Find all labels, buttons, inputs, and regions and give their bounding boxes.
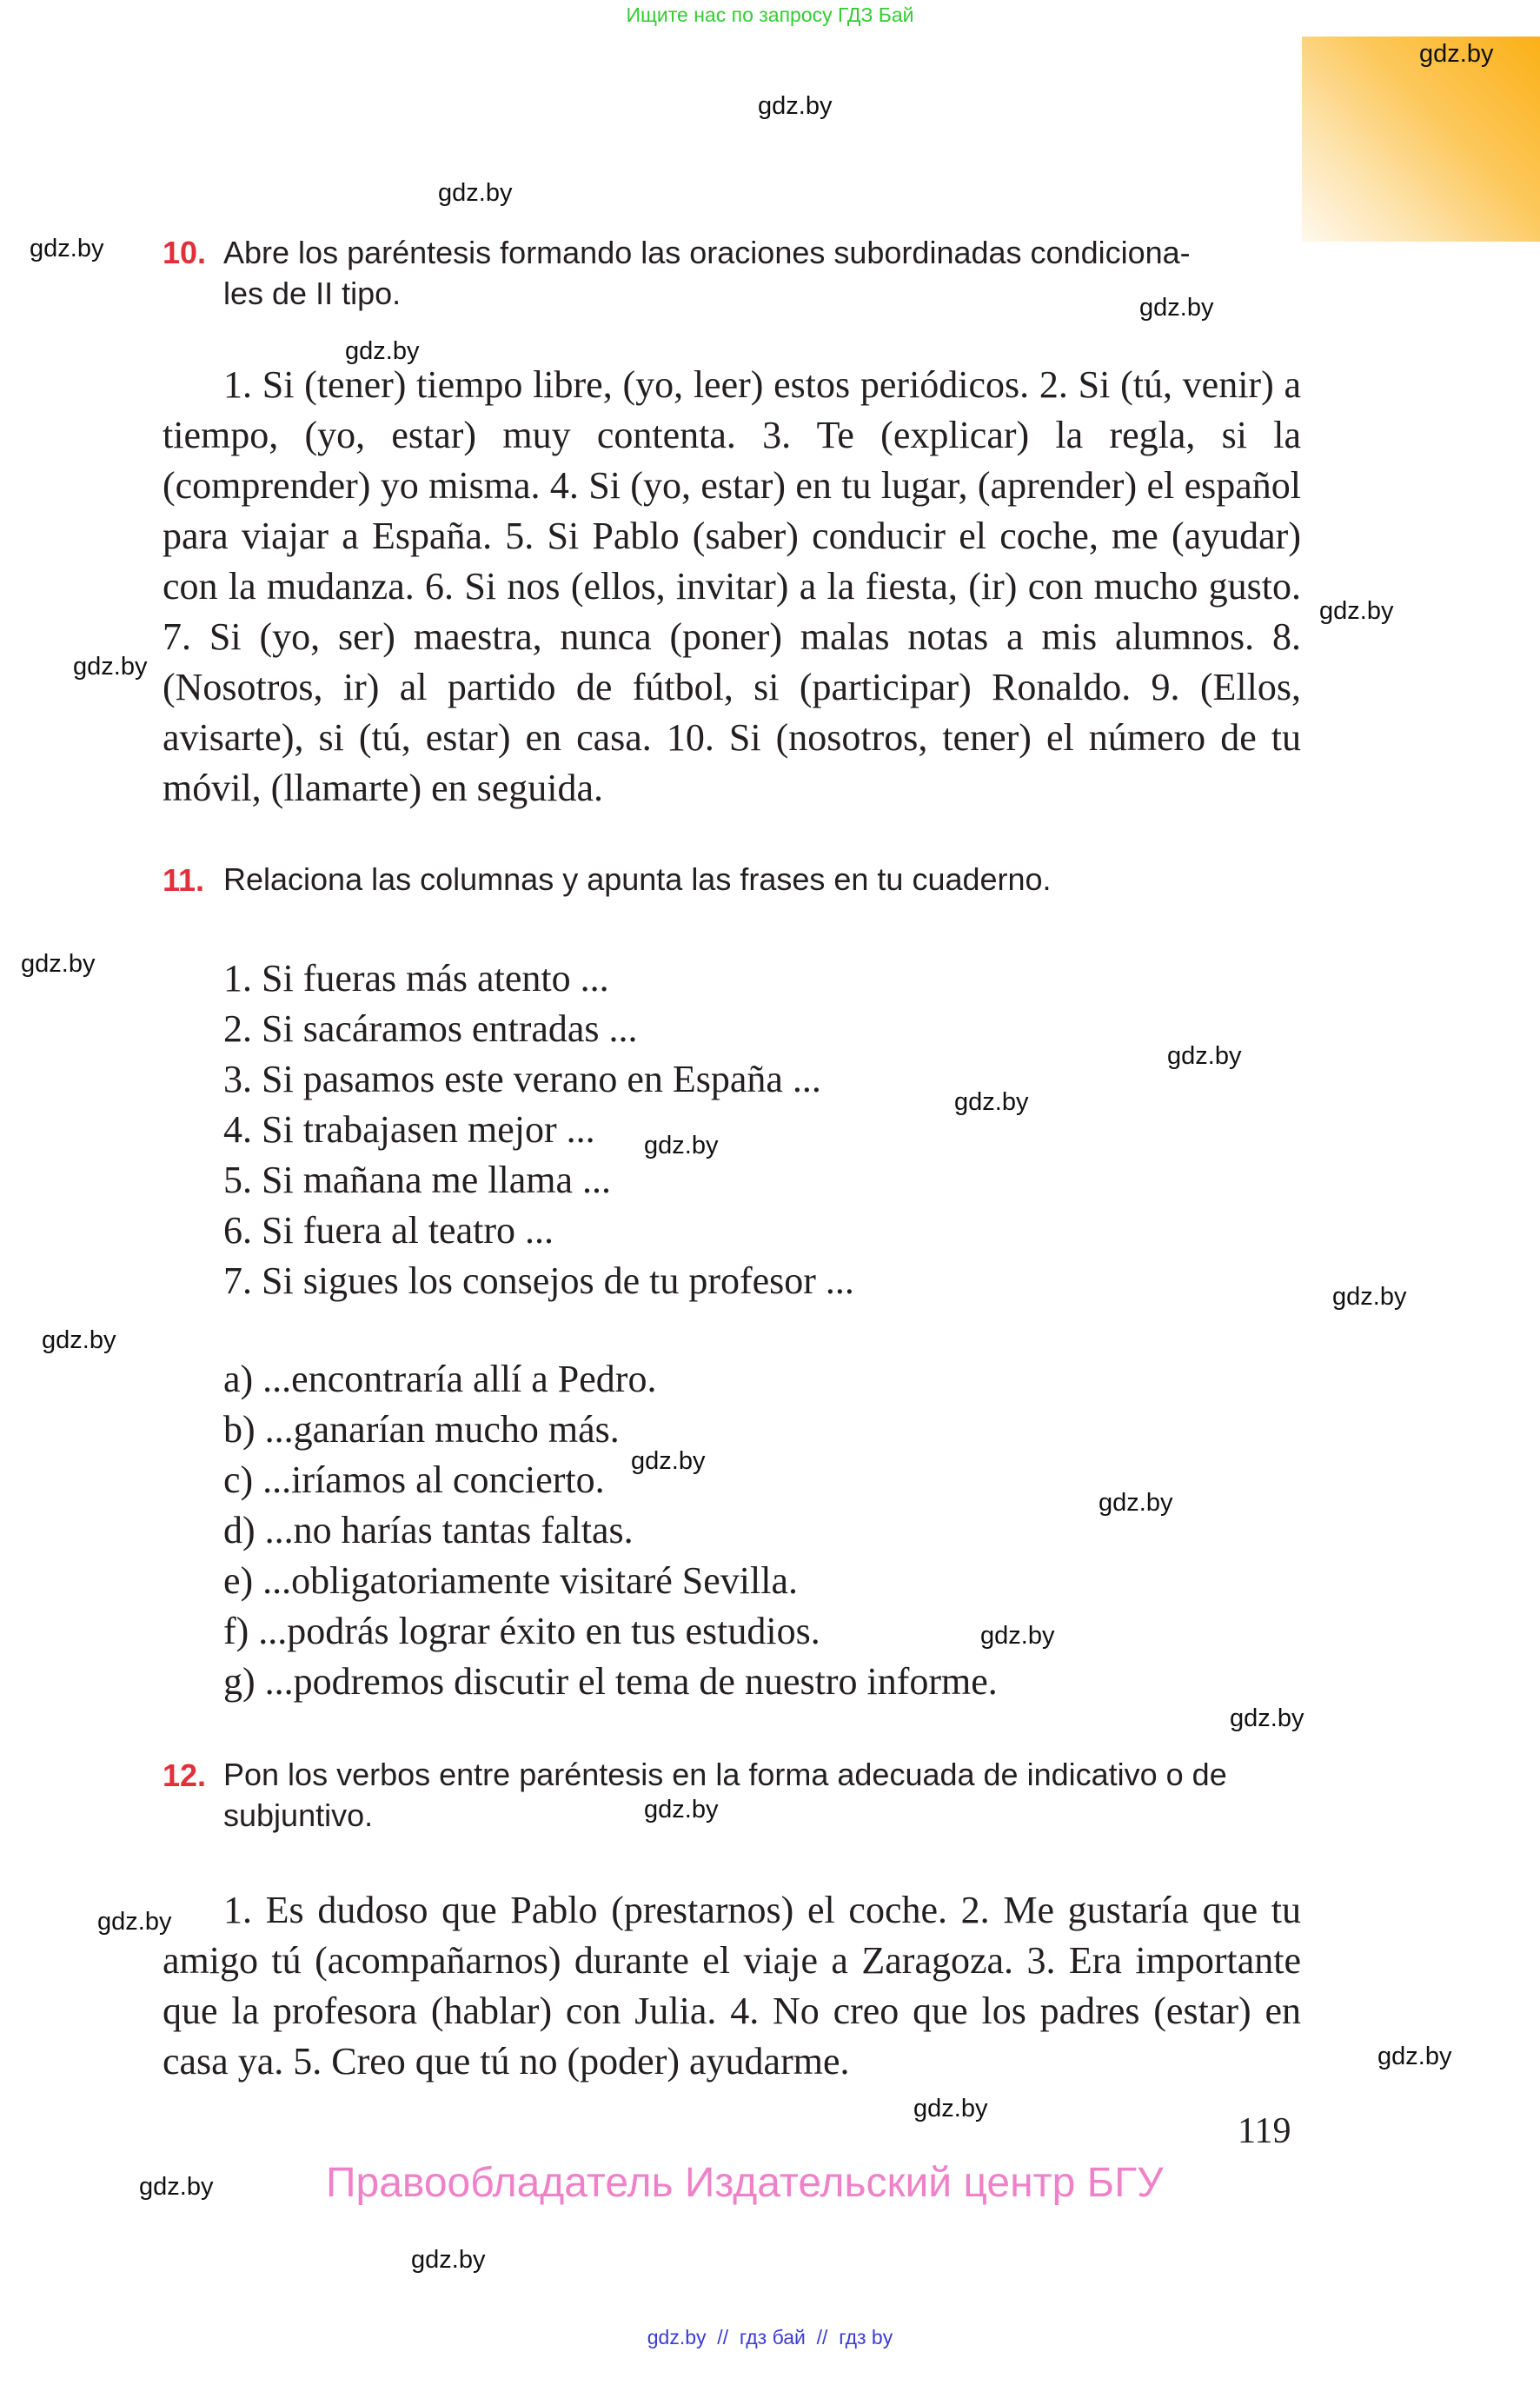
- list-item: d) ...no harías tantas faltas.: [223, 1509, 634, 1551]
- exercise-11-right-column: [223, 1354, 998, 1707]
- exercise-10-title-line-1: Abre los paréntesis formando las oraciones subordinadas condiciona-: [223, 235, 1191, 270]
- watermark: gdz.by: [73, 653, 148, 681]
- list-item: e) ...obligatoriamente visitaré Sevilla.: [223, 1559, 799, 1602]
- watermark: gdz.by: [30, 235, 104, 262]
- watermark: gdz.by: [1139, 294, 1214, 322]
- exercise-11-title: Relaciona las columnas y apunta las frases en tu cuaderno.: [223, 861, 1052, 897]
- footer-links[interactable]: gdz.by // гдз бай // гдз by: [647, 2326, 893, 2348]
- exercise-12-number: 12.: [163, 1757, 207, 1793]
- list-item: c) ...iríamos al concierto.: [223, 1458, 605, 1501]
- watermark: gdz.by: [913, 2095, 988, 2123]
- exercise-10-number: 10.: [163, 235, 207, 270]
- list-item: 7. Si sigues los consejos de tu profesor ...: [223, 1259, 854, 1302]
- copyright-notice: Правообладатель Издательский центр БГУ: [326, 2160, 1164, 2206]
- watermark: gdz.by: [438, 179, 513, 207]
- watermark: gdz.by: [345, 337, 420, 365]
- watermark: gdz.by: [644, 1132, 719, 1159]
- list-item: b) ...ganarían mucho más.: [223, 1408, 620, 1451]
- list-item: 4. Si trabajasen mejor ...: [223, 1108, 595, 1151]
- list-item: a) ...encontraría allí a Pedro.: [223, 1358, 657, 1400]
- watermark: gdz.by: [21, 950, 96, 978]
- watermark: gdz.by: [42, 1326, 116, 1354]
- exercise-10-title: [223, 232, 1301, 314]
- watermark: gdz.by: [1230, 1704, 1304, 1732]
- watermark: gdz.by: [97, 1908, 172, 1936]
- watermark: gdz.by: [411, 2246, 486, 2274]
- exercise-11-left-column: [223, 953, 854, 1306]
- watermark: gdz.by: [1099, 1489, 1173, 1517]
- exercise-11-number: 11.: [163, 862, 205, 898]
- exercise-12-text: 1. Es dudoso que Pablo (prestarnos) el coche. 2. Me gustaría que tu amigo tú (acompañarnos) durante el viaje a Zaragoza. 3. Era importante que la profesora (hablar) con Julia. 4. No creo que los padres (estar) en casa ya. 5. Creo que tú no (poder) ayudarme.: [163, 1889, 1301, 2083]
- list-item: 5. Si mañana me llama ...: [223, 1159, 611, 1201]
- page-number: 119: [1238, 2111, 1291, 2151]
- watermark: gdz.by: [644, 1796, 719, 1824]
- exercise-12-title-line-1: Pon los verbos entre paréntesis en la forma adecuada de indicativo o de: [223, 1757, 1227, 1792]
- top-banner: Ищите нас по запросу ГДЗ Бай: [626, 3, 914, 26]
- list-item: g) ...podremos discutir el tema de nuestro informe.: [223, 1660, 998, 1703]
- watermark: gdz.by: [758, 92, 833, 120]
- watermark: gdz.by: [631, 1447, 706, 1475]
- watermark: gdz.by: [980, 1622, 1055, 1650]
- watermark: gdz.by: [1332, 1283, 1407, 1311]
- list-item: 6. Si fuera al teatro ...: [223, 1209, 554, 1252]
- exercise-10-text: 1. Si (tener) tiempo libre, (yo, leer) estos periódicos. 2. Si (tú, venir) a tiempo, (yo, estar) muy contenta. 3. Te (explicar) la regla, si la (comprender) yo misma. 4. Si (yo, estar) en tu lugar, (aprender) el español para viajar a España. 5. Si Pablo (saber) conducir el coche, me (ayudar) con la mudanza. 6. Si nos (ellos, invitar) a la fiesta, (ir) con mucho gusto. 7. Si (yo, ser) maestra, nunca (poner) malas notas a mis alumnos. 8. (Nosotros, ir) al partido de fútbol, si (participar) Ronaldo. 9. (Ellos, avisarte), si (tú, estar) en casa. 10. Si (nosotros, tener) el número de tu móvil, (llamarte) en seguida.: [163, 363, 1301, 809]
- list-item: 1. Si fueras más atento ...: [223, 957, 609, 1000]
- watermark: gdz.by: [1167, 1042, 1242, 1070]
- list-item: f) ...podrás lograr éxito en tus estudios.: [223, 1610, 820, 1652]
- watermark: gdz.by: [1377, 2043, 1452, 2070]
- exercise-12-title-line-2: subjuntivo.: [223, 1797, 374, 1833]
- watermark: gdz.by: [139, 2173, 214, 2201]
- exercise-12-title: [223, 1754, 1301, 1836]
- watermark: gdz.by: [1319, 597, 1394, 625]
- watermark: gdz.by: [1419, 40, 1494, 68]
- list-item: 2. Si sacáramos entradas ...: [223, 1007, 638, 1050]
- exercise-10-title-line-2: les de II tipo.: [223, 276, 402, 311]
- watermark: gdz.by: [954, 1088, 1029, 1116]
- list-item: 3. Si pasamos este verano en España ...: [223, 1058, 821, 1100]
